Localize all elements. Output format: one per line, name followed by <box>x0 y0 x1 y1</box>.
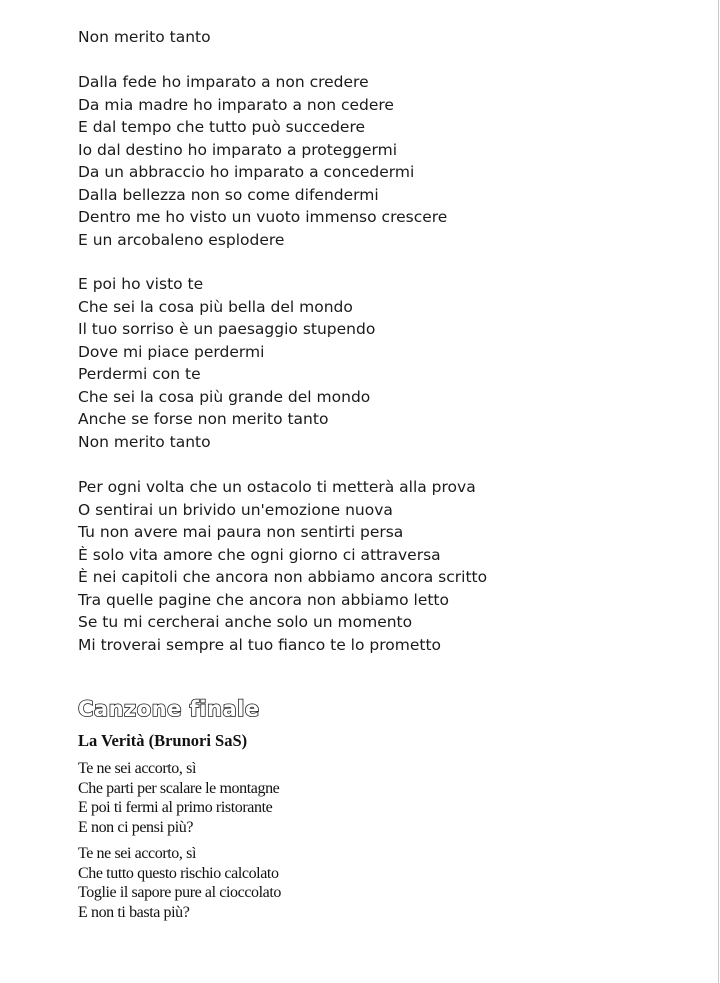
lyric-line: Mi troverai sempre al tuo fianco te lo prometto <box>78 635 442 654</box>
lyric-line: E dal tempo che tutto può succedere <box>78 118 366 136</box>
section-heading-final-song: Canzone finale <box>78 697 260 721</box>
song-title: La Verità (Brunori SaS) <box>78 731 248 750</box>
final-song-stanza-1 <box>78 759 279 838</box>
lyric-line: Non merito tanto <box>78 28 211 46</box>
lyrics-title-line <box>78 26 211 49</box>
lyric-line: Toglie il sapore pure al cioccolato <box>78 884 282 902</box>
lyric-line: Anche se forse non merito tanto <box>78 410 329 428</box>
lyric-line: Che sei la cosa più bella del mondo <box>78 297 353 316</box>
lyric-line: Dalla bellezza non so come difendermi <box>78 185 379 204</box>
lyric-line: E non ci pensi più? <box>78 819 194 837</box>
lyric-line: Dentro me ho visto un vuoto immenso crescere <box>78 208 448 226</box>
lyric-line: E non ti basta più? <box>78 904 190 922</box>
lyrics-stanza-1 <box>78 71 447 251</box>
lyric-line: Perdermi con te <box>78 365 201 383</box>
lyric-line: Per ogni volta che un ostacolo ti metterà alla prova <box>78 478 476 496</box>
lyric-line: Da un abbraccio ho imparato a concedermi <box>78 163 415 181</box>
lyrics-stanza-2 <box>78 273 375 453</box>
lyric-line: Da mia madre ho imparato a non cedere <box>78 95 394 114</box>
lyric-line: O sentirai un brivido un'emozione nuova <box>78 500 393 519</box>
lyric-line: Che sei la cosa più grande del mondo <box>78 387 371 406</box>
lyric-line: Dove mi piace perdermi <box>78 342 265 361</box>
lyric-line: È nei capitoli che ancora non abbiamo ancora scritto <box>78 568 488 586</box>
lyric-line: Tu non avere mai paura non sentirti persa <box>78 523 404 541</box>
lyric-line: Non merito tanto <box>78 432 211 451</box>
lyric-line: Dalla fede ho imparato a non credere <box>78 73 369 91</box>
lyric-line: Che tutto questo rischio calcolato <box>78 864 279 882</box>
lyric-line: Io dal destino ho imparato a proteggermi <box>78 140 398 159</box>
lyric-line: Se tu mi cercherai anche solo un momento <box>78 613 413 631</box>
lyric-line: E un arcobaleno esplodere <box>78 230 285 249</box>
lyric-line: Che parti per scalare le montagne <box>78 779 280 797</box>
lyric-line: E poi ho visto te <box>78 275 204 293</box>
lyric-line: Tra quelle pagine che ancora non abbiamo letto <box>78 590 449 609</box>
lyric-line: Te ne sei accorto, sì <box>78 845 196 862</box>
lyric-line: E poi ti fermi al primo ristorante <box>78 799 273 817</box>
lyric-line: Il tuo sorriso è un paesaggio stupendo <box>78 320 376 338</box>
final-song-stanza-2 <box>78 844 281 923</box>
lyrics-stanza-3 <box>78 476 487 656</box>
lyric-line: Te ne sei accorto, sì <box>78 760 196 777</box>
lyric-line: È solo vita amore che ogni giorno ci attraversa <box>78 545 441 564</box>
